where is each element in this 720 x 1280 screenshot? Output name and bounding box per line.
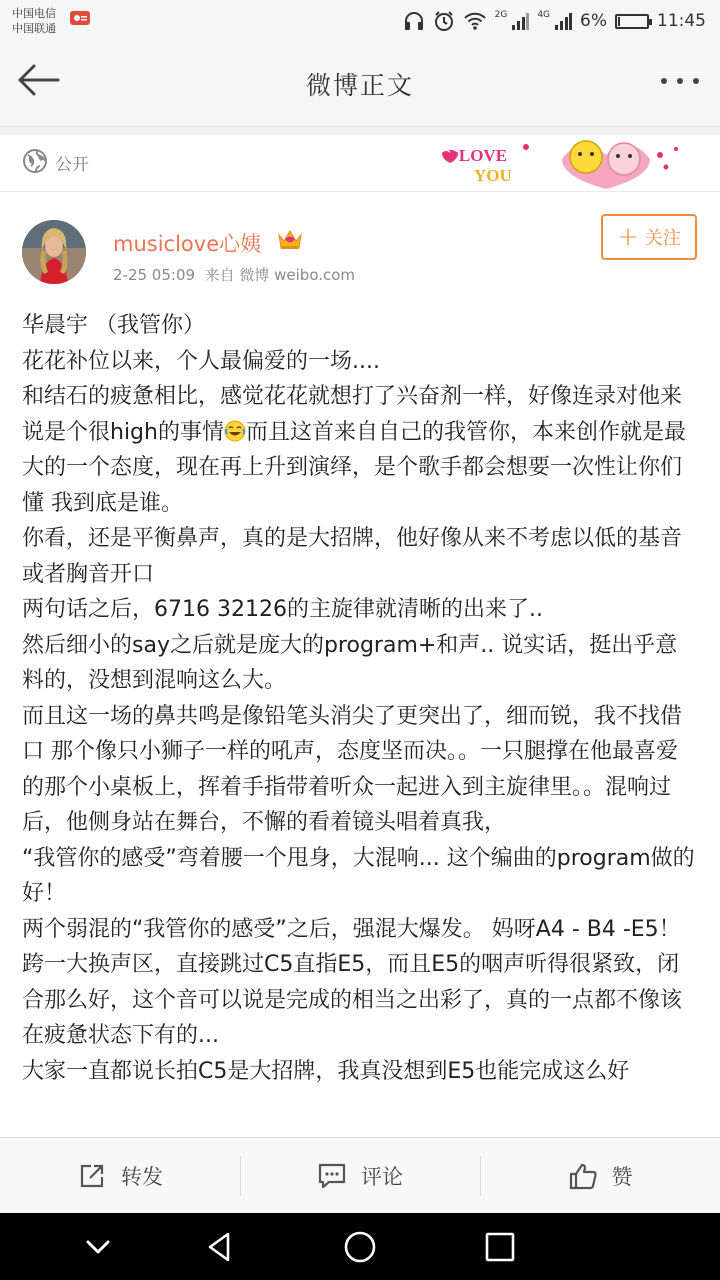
carrier-2: 中国联通	[12, 22, 56, 35]
alarm-icon	[433, 10, 455, 32]
post-source: 来自 微博 weibo.com	[204, 266, 356, 284]
repost-icon	[77, 1161, 107, 1191]
app-header	[0, 44, 720, 127]
status-icons	[403, 8, 706, 34]
follow-button[interactable]	[601, 214, 697, 260]
status-bar	[0, 0, 720, 44]
svg-text:I LOVE: I LOVE	[448, 146, 508, 165]
content-paragraph: 两个弱混的“我管你的感受”之后，强混大爆发。 妈呀A4 - B4 -E5！跨一大换声区，直接跳过C5直指E5，而且E5的咽声听得很紧致，闭合那么好，这个音可以说是完成的相当之出彩了，真的一点都不像该在疲惫状态下有的...	[22, 916, 683, 1048]
signal-icon-2	[554, 11, 572, 31]
plus-icon: +	[617, 222, 639, 252]
header-divider	[0, 127, 720, 135]
content-paragraph: 两句话之后，6716 32126的主旋律就清晰的出来了..	[22, 597, 543, 622]
wifi-icon	[463, 11, 487, 31]
avatar[interactable]	[22, 220, 86, 284]
follow-label: 关注	[644, 228, 681, 249]
comment-label: 评论	[361, 1165, 403, 1189]
carrier-info	[12, 6, 56, 36]
content-paragraph: 你看，还是平衡鼻声，真的是大招牌，他好像从来不考虑以低的基音或者胸音开口	[22, 526, 683, 587]
battery-tip	[649, 19, 652, 25]
signal-icon	[511, 11, 529, 31]
page-title: 微博正文	[305, 71, 414, 100]
content-paragraph: 而且这一场的鼻共鸣是像铅笔头消尖了更突出了，细而锐，我不找借口 那个像只小狮子一样的吼声，态度坚而决。。一只腿撑在他最喜爱的那个小桌板上，挥着手指带着听众一起进入到主旋律里。。混响过后，他侧身站在舞台，不懈的看着镜头唱着真我，	[22, 703, 683, 835]
content-text: 而且这首来自自己的我管你，本来创作就是最大的一个态度，现在再上升到演绎，是个歌手都会想要一次性让你们懂 我到底是谁。	[22, 419, 686, 516]
author-name[interactable]: musiclove心姨	[113, 232, 262, 256]
battery-icon	[615, 14, 649, 29]
content-paragraph: “我管你的感受”弯着腰一个甩身，大混响... 这个编曲的program做的好！	[22, 845, 695, 906]
carrier-1: 中国电信	[12, 7, 56, 20]
author-section	[0, 192, 720, 302]
like-label: 赞	[611, 1165, 633, 1189]
signal-label-1: 2G	[494, 10, 508, 20]
signal-label-2: 4G	[537, 10, 551, 20]
svg-text:YOU: YOU	[474, 166, 512, 185]
comment-button[interactable]	[240, 1138, 480, 1214]
content-paragraph: 花花补位以来，个人最偏爱的一场....	[22, 348, 380, 374]
content-paragraph: 然后细小的say之后就是庞大的program+和声.. 说实话，挺出乎意料的，没想到混响这么大。	[22, 632, 678, 693]
system-nav-bar	[0, 1213, 720, 1280]
content-paragraph: 大家一直都说长拍C5是大招牌，我真没想到E5也能完成这么好	[22, 1058, 630, 1084]
battery-percent: 6%	[580, 11, 607, 31]
globe-icon	[22, 148, 48, 174]
more-icon[interactable]	[658, 66, 702, 96]
content-paragraph: 华晨宇 （我管你）	[22, 313, 205, 338]
like-icon	[568, 1161, 598, 1191]
clock: 11:45	[657, 11, 706, 31]
visibility-bar	[0, 135, 720, 192]
visibility-label: 公开	[55, 155, 89, 175]
back-nav-icon[interactable]	[202, 1229, 238, 1265]
headphone-icon	[403, 10, 425, 32]
recents-nav-icon[interactable]	[482, 1229, 518, 1265]
chevron-down-icon[interactable]	[80, 1229, 116, 1265]
sina-notification-icon	[70, 11, 90, 25]
repost-button[interactable]	[0, 1138, 240, 1214]
avatar-image	[22, 220, 86, 284]
crown-icon	[276, 226, 304, 252]
post-content	[22, 308, 698, 1135]
content-paragraph	[22, 379, 698, 521]
content-text: 和结石的疲惫相比，感觉花花就想打了兴奋剂一样，好像连录对他来说是个很high的事情	[22, 384, 683, 445]
laugh-cry-emoji-icon	[224, 420, 246, 442]
post-time: 2-25 05:09	[113, 266, 196, 284]
comment-icon	[317, 1161, 347, 1191]
post-meta	[113, 264, 355, 285]
repost-label: 转发	[121, 1165, 163, 1189]
battery-fill	[618, 17, 620, 26]
action-bar	[0, 1137, 720, 1214]
like-button[interactable]	[480, 1138, 720, 1214]
home-nav-icon[interactable]	[342, 1229, 378, 1265]
love-sticker-image	[434, 137, 684, 189]
